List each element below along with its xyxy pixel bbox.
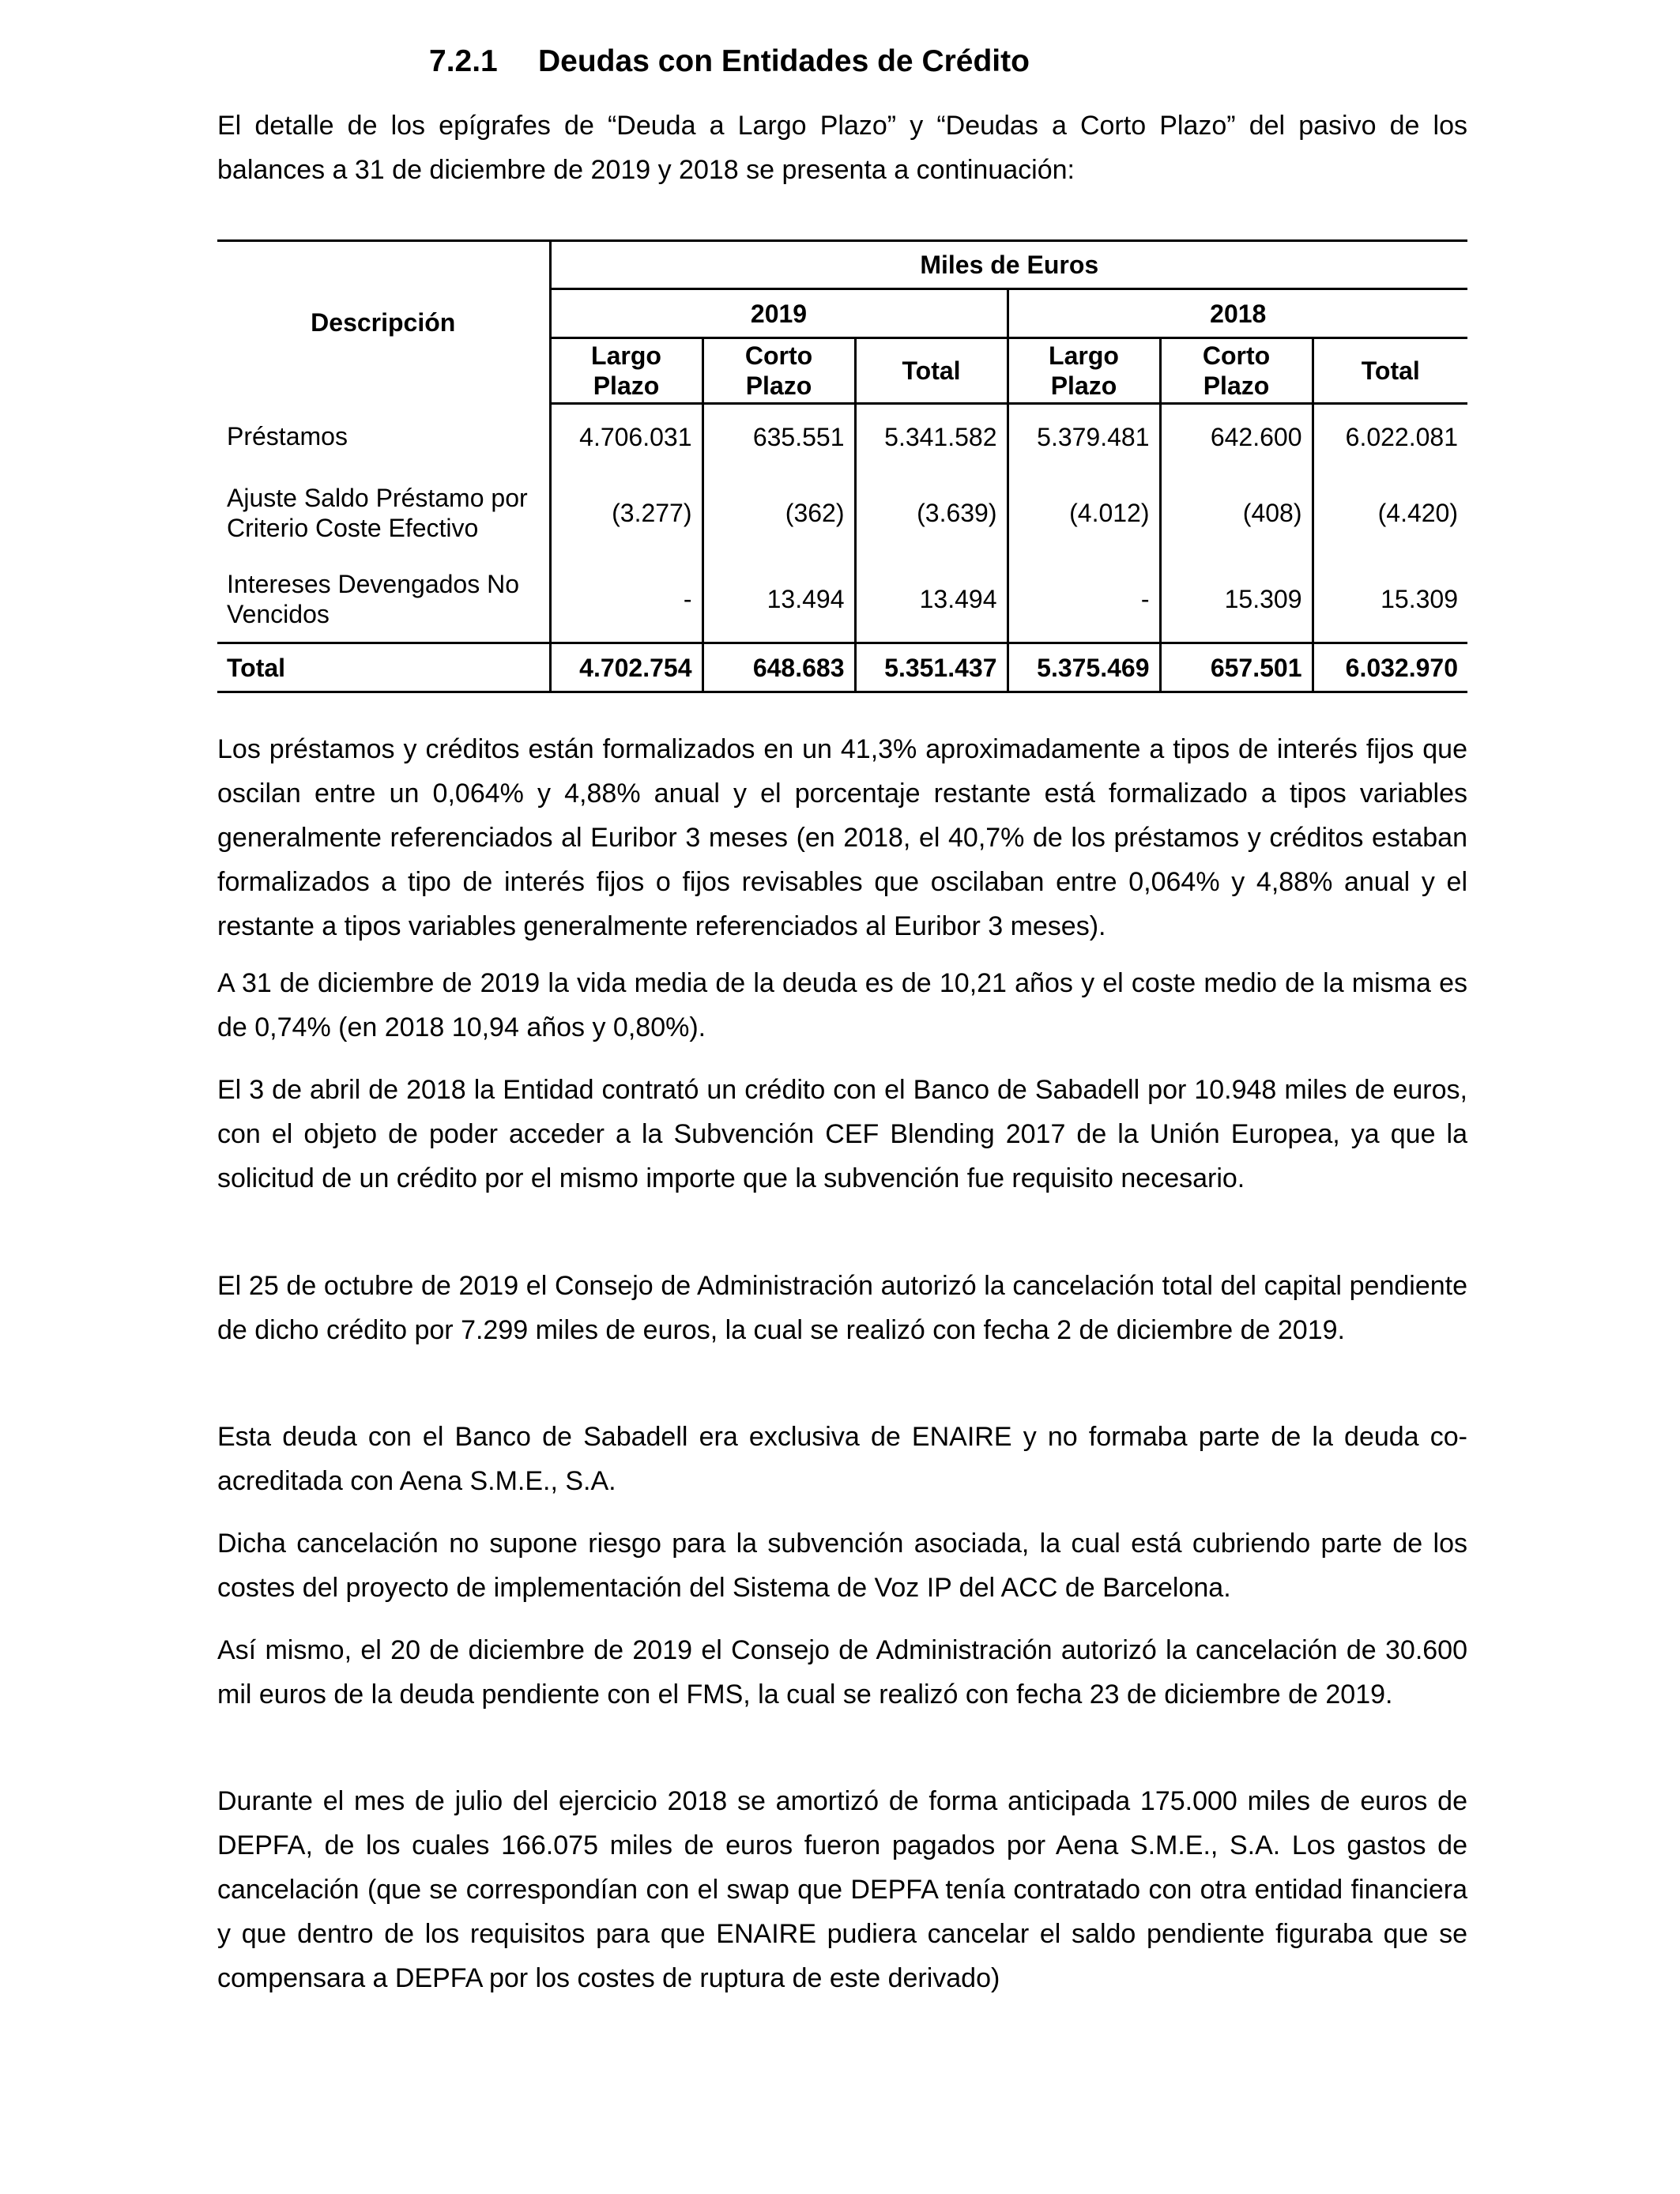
table-cell: (4.012) [1008,469,1160,556]
total-cell: 6.032.970 [1313,643,1467,692]
total-row [217,643,1467,692]
row-label: Ajuste Saldo Préstamo por Criterio Coste Efectivo [217,469,550,556]
section-title: Deudas con Entidades de Crédito [538,44,1030,78]
total-label: Total [217,643,550,692]
table-row [217,469,1467,556]
table-cell: - [550,556,703,643]
body-paragraph: El 25 de octubre de 2019 el Consejo de Administración autorizó la cancelación total del capital pendiente de dicho crédito por 7.299 miles de euros, la cual se realizó con fecha 2 de diciembre de 2019. [217,1271,1467,1345]
total-cell: 4.702.754 [550,643,703,692]
body-paragraph: El 3 de abril de 2018 la Entidad contrató un crédito con el Banco de Sabadell por 10.948 miles de euros, con el objeto de poder acceder a la Subvención CEF Blending 2017 de la Unión Europea, ya que la solicitud de un crédito por el mismo importe que la subvención fue requisito necesario. [217,1075,1467,1193]
body-paragraph: A 31 de diciembre de 2019 la vida media de la deuda es de 10,21 años y el coste medio de la misma es de 0,74% (en 2018 10,94 años y 0,80%). [217,968,1467,1042]
table-cell: (3.639) [855,469,1008,556]
table-cell: 4.706.031 [550,404,703,469]
header-largo-2018: Largo Plazo [1008,338,1160,404]
section-heading [429,40,1030,84]
total-cell: 648.683 [703,643,855,692]
header-largo-2019: Largo Plazo [550,338,703,404]
body-paragraph: Los préstamos y créditos están formalizados en un 41,3% aproximadamente a tipos de interés fijos que oscilan entre un 0,064% y 4,88% anual y el porcentaje restante está formalizado a tipos variables generalmente referenciados al Euribor 3 meses (en 2018, el 40,7% de los préstamos y créditos estaban formalizados a tipo de interés fijos o fijos revisables que oscilaban entre 0,064% y 4,88% anual y el restante a tipos variables generalmente referenciados al Euribor 3 meses). [217,734,1467,941]
table-cell: 6.022.081 [1345,422,1458,451]
table-cell: 13.494 [703,556,855,643]
table-cell: (408) [1160,469,1313,556]
header-corto-2019: Corto Plazo [703,338,855,404]
header-year-2018: 2018 [1008,289,1467,338]
table-cell: 5.379.481 [1008,404,1160,469]
header-total-2019: Total [855,338,1008,404]
table-cell: (362) [703,469,855,556]
table-cell: 15.309 [1381,584,1458,613]
body-paragraph: Esta deuda con el Banco de Sabadell era exclusiva de ENAIRE y no formaba parte de la deuda co-acreditada con Aena S.M.E., S.A. [217,1422,1467,1496]
table-row [217,404,1467,469]
table-cell: 15.309 [1160,556,1313,643]
header-corto-2018: Corto Plazo [1160,338,1313,404]
debt-table [217,239,1467,693]
intro-paragraph: El detalle de los epígrafes de “Deuda a Largo Plazo” y “Deudas a Corto Plazo” del pasivo de los balances a 31 de diciembre de 2019 y 2018 se presenta a continuación: [217,111,1467,185]
total-cell: 657.501 [1160,643,1313,692]
header-total-2018: Total [1313,338,1467,404]
table-cell: (4.420) [1377,498,1458,527]
table-cell: 642.600 [1160,404,1313,469]
table-row [217,556,1467,643]
table-cell: - [1008,556,1160,643]
row-label: Intereses Devengados No Vencidos [217,556,550,643]
body-paragraph: Dicha cancelación no supone riesgo para la subvención asociada, la cual está cubriendo parte de los costes del proyecto de implementación del Sistema de Voz IP del ACC de Barcelona. [217,1529,1467,1603]
header-descripcion: Descripción [217,241,550,404]
section-number: 7.2.1 [429,44,498,78]
total-cell: 5.351.437 [855,643,1008,692]
header-year-2019: 2019 [550,289,1008,338]
body-paragraph: Durante el mes de julio del ejercicio 2018 se amortizó de forma anticipada 175.000 miles de euros de DEPFA, de los cuales 166.075 miles de euros fueron pagados por Aena S.M.E., S.A. Los gastos de cancelación (que se correspondían con el swap que DEPFA tenía contratado con otra entidad financiera y que dentro de los requisitos para que ENAIRE pudiera cancelar el saldo pendiente figuraba que se compensara a DEPFA por los costes de ruptura de este derivado) [217,1786,1467,1993]
row-label: Préstamos [217,404,550,469]
table-cell: 13.494 [855,556,1008,643]
body-paragraph: Así mismo, el 20 de diciembre de 2019 el Consejo de Administración autorizó la cancelación de 30.600 mil euros de la deuda pendiente con el FMS, la cual se realizó con fecha 23 de diciembre de 2019. [217,1635,1467,1710]
table-cell: 5.341.582 [855,404,1008,469]
header-miles-de-euros: Miles de Euros [550,241,1467,289]
total-cell: 5.375.469 [1008,643,1160,692]
table-cell: 635.551 [703,404,855,469]
table-cell: (3.277) [550,469,703,556]
